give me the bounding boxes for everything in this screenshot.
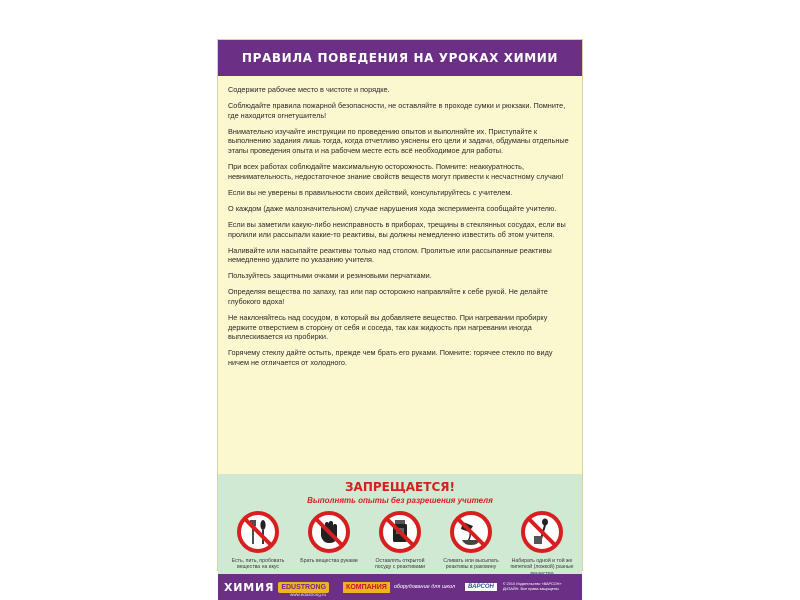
no-eating-icon — [236, 510, 280, 554]
poster — [218, 40, 582, 597]
rule-item: Не наклоняйтесь над сосудом, в который вы добавляете вещество. При нагревании пробирку держите отверстием в сторону от себя и соседа, так как жидкость при нагревании иногда выплескивается из пробирки. — [228, 313, 548, 342]
rules-list — [228, 85, 573, 374]
rule-item: При всех работах соблюдайте максимальную осторожность. Помните: неаккуратность, невнимательность, недостаточное знание свойств веществ могут привести к несчастному случаю! — [228, 162, 564, 181]
rule-item: О каждом (даже малозначительном) случае нарушения хода эксперимента сообщайте учителю. — [228, 203, 557, 213]
no-pouring-icon — [449, 510, 493, 554]
forbidden-item — [439, 510, 503, 577]
forbidden-subtitle: Выполнять опыты без разрешения учителя — [307, 496, 493, 505]
forbidden-item — [226, 510, 290, 577]
forbidden-section — [218, 474, 582, 574]
brand-subtitle: оборудование для школ — [393, 584, 456, 590]
forbidden-item — [510, 510, 574, 577]
poster-title: ПРАВИЛА ПОВЕДЕНИЯ НА УРОКАХ ХИМИИ — [241, 51, 559, 65]
forbidden-item-label: Есть, пить, пробовать вещества на вкус — [231, 558, 285, 571]
rule-item: Наливайте или насыпайте реактивы только над столом. Пролитые или рассыпанные реактивы немедленно удалите по указанию учителя. — [228, 245, 552, 265]
forbidden-title: ЗАПРЕЩАЕТСЯ! — [345, 480, 455, 494]
footer-copyright: © 2010 Издательство «ВАРСОН» ДИЗАЙН. Все права защищены — [502, 582, 562, 591]
rule-item: Если вы заметили какую-либо неисправность в приборах, трещины в стеклянных сосудах, если вы пролили или рассыпали какие-то реактивы, вы должны немедленно известить об этом учителя. — [228, 219, 566, 239]
rule-item: Пользуйтесь защитными очками и резиновыми перчатками. — [228, 271, 432, 281]
rule-item: Внимательно изучайте инструкции по проведению опытов и выполняйте их. Приступайте к выполнению задания лишь тогда, когда отчетливо уяснены его цели и задачи, обдуманы отдельные этапы проведения опыта и на рабочем месте есть всё необходимое для работы. — [228, 126, 569, 155]
rule-item: Горячему стеклу дайте остыть, прежде чем брать его руками. Помните: горячее стекло по виду ничем не отличается от холодного. — [228, 348, 553, 367]
edustrong-logo: EDUSTRONG — [278, 582, 329, 593]
poster-footer — [218, 574, 582, 600]
forbidden-item-label: Набирать одной и той же пипеткой (ложкой) разные — [510, 558, 574, 571]
forbidden-item — [368, 510, 432, 577]
footer-subject: ХИМИЯ — [224, 580, 275, 594]
rule-item: Содержите рабочее место в чистоте и порядке. — [228, 85, 390, 94]
rule-item: Определяя вещества по запаху, газ или пар осторожно направляйте к себе рукой. Не делайте глубокого вдоха! — [228, 287, 548, 306]
forbidden-item — [297, 510, 361, 577]
forbidden-icons-row — [226, 510, 574, 577]
no-touching-icon — [307, 510, 351, 554]
poster-header — [218, 40, 582, 76]
rule-item: Соблюдайте правила пожарной безопасности, не оставляйте в проходе сумки и рюкзаки. Помните, где находится огнетушитель! — [228, 101, 566, 120]
brand-logo: КОМПАНИЯ — [343, 582, 390, 593]
publisher-badge: ВАРСОН — [465, 583, 497, 591]
rule-item: Если вы не уверены в правильности своих действий, консультируйтесь с учителем. — [228, 187, 513, 197]
no-open-container-icon — [378, 510, 422, 554]
footer-site: www.edustrong.ru — [290, 592, 327, 597]
forbidden-item-label: Оставлять открытой посуду с реактивами — [374, 558, 426, 571]
no-pipette-icon — [520, 510, 564, 554]
forbidden-item-label: Сливать или высыпать реактивы в раковину — [443, 558, 499, 571]
forbidden-item-label: Брать вещества руками — [300, 558, 358, 564]
